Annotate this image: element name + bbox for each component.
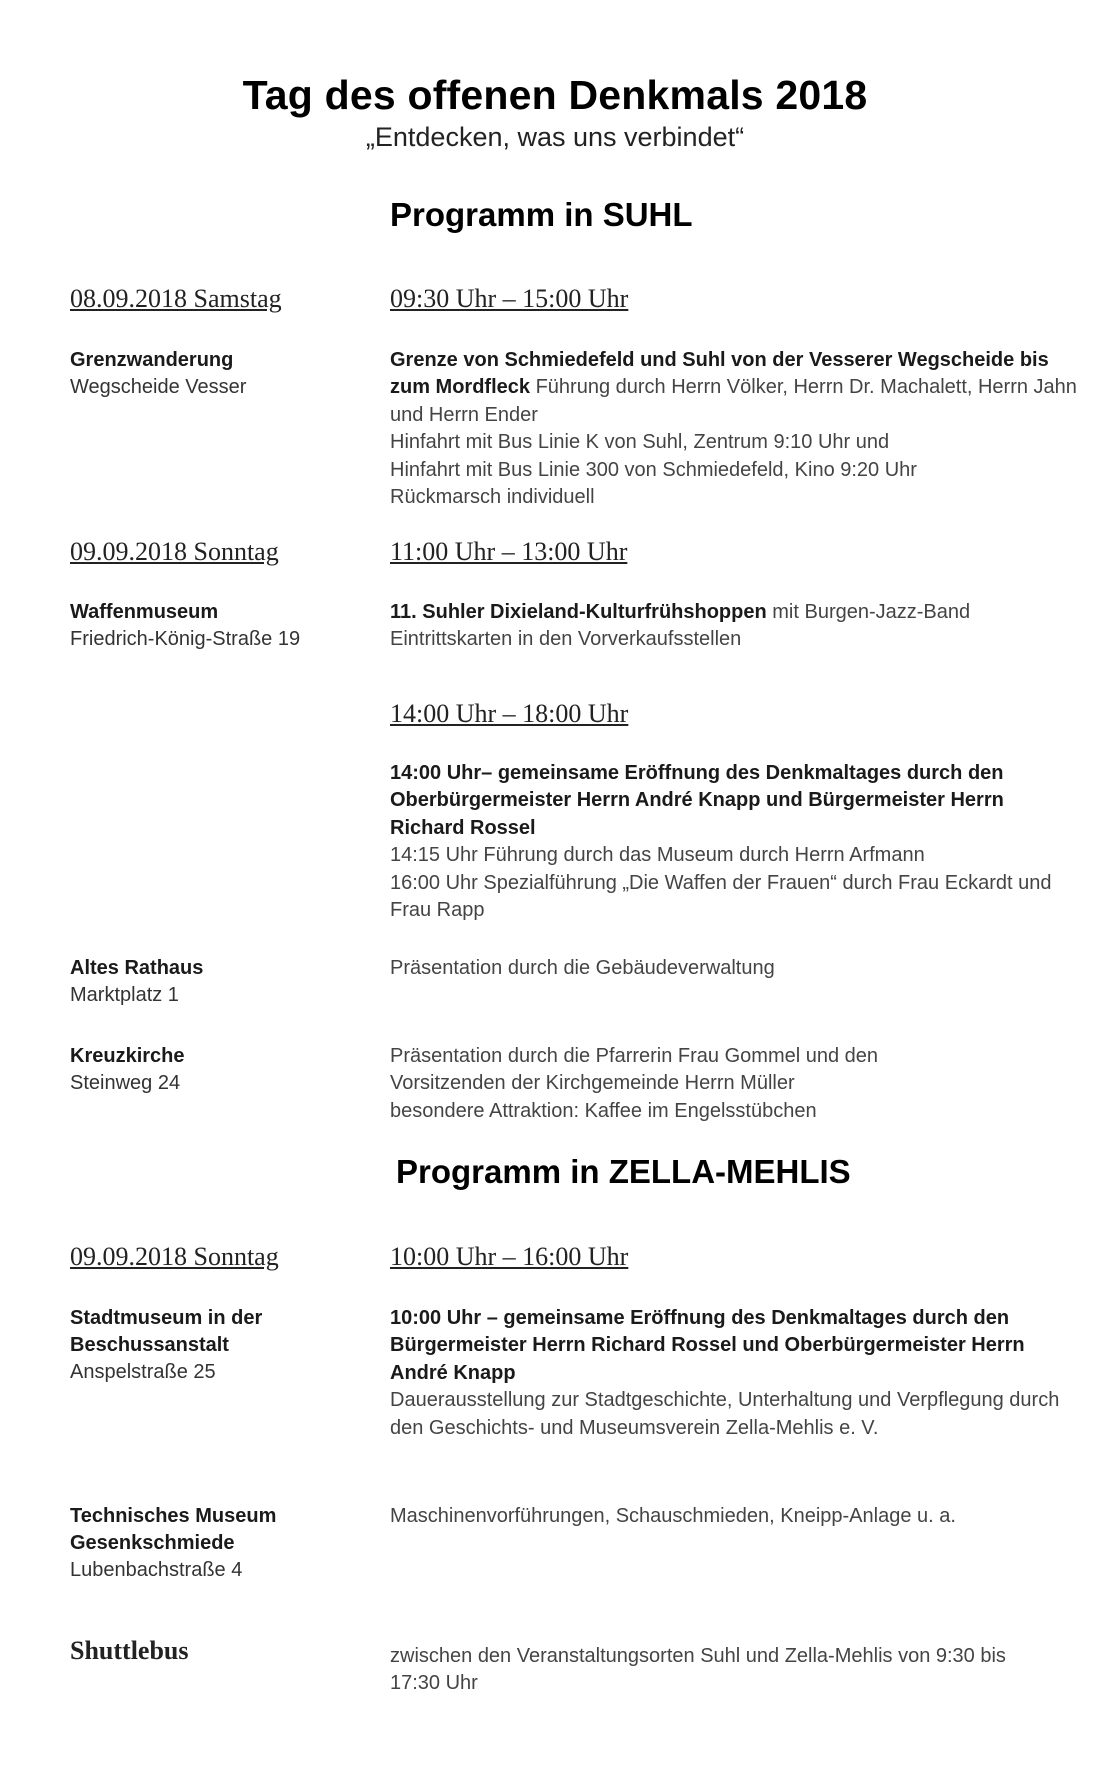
page-title: Tag des offenen Denkmals 2018: [242, 72, 868, 118]
section-heading-suhl: Programm in SUHL: [390, 196, 693, 233]
event-kreuzkirche: [390, 1043, 1090, 1125]
event-info-line: 14:15 Uhr Führung durch das Museum durch Herrn Arfmann: [390, 844, 925, 867]
page-subtitle: „Entdecken, was uns verbindet“: [365, 122, 745, 152]
event-dixieland: [390, 599, 1110, 654]
event-technisches-museum: Maschinenvorführungen, Schauschmieden, Kneipp-Anlage u. a.: [390, 1505, 956, 1527]
date-heading-saturday: 08.09.2018 Samstag: [70, 284, 282, 313]
venue-technisches-museum: [70, 1503, 340, 1584]
venue-name: Technisches Museum Gesenkschmiede: [70, 1505, 277, 1554]
shuttle-text: zwischen den Veranstaltungsorten Suhl und Zella-Mehlis von 9:30 bis 17:30 Uhr: [390, 1645, 1006, 1695]
venue-name: Grenzwanderung: [70, 349, 234, 371]
date-heading-sunday: 09.09.2018 Sonntag: [70, 537, 279, 566]
event-title: 11. Suhler Dixieland-Kulturfrühshoppen: [390, 601, 767, 623]
event-guides: Führung durch Herrn Völker, Herrn Dr. Machalett, Herrn Jahn und Herrn Ender: [390, 376, 1077, 426]
event-info-line: Rückmarsch individuell: [390, 486, 595, 509]
venue-address: Wegscheide Vesser: [70, 376, 247, 398]
venue-altes-rathaus: [70, 955, 360, 1009]
event-info-line: Hinfahrt mit Bus Linie K von Suhl, Zentrum 9:10 Uhr und: [390, 431, 890, 454]
event-title: Grenze von Schmiedefeld und Suhl von der Vesserer Wegscheide bis zum Mordfleck: [390, 349, 1049, 399]
time-heading-afternoon: 14:00 Uhr – 18:00 Uhr: [390, 699, 629, 728]
event-info-line: Dauerausstellung zur Stadtgeschichte, Unterhaltung und Verpflegung durch den Geschichts- und Museumsverein Zella-Mehlis e. V.: [390, 1389, 1060, 1439]
venue-grenzwanderung: [70, 347, 360, 401]
venue-name: Kreuzkirche: [70, 1045, 185, 1067]
venue-waffenmuseum: [70, 599, 360, 653]
event-rathaus: Präsentation durch die Gebäudeverwaltung: [390, 957, 775, 979]
section-heading-zella-mehlis: Programm in ZELLA-MEHLIS: [396, 1153, 851, 1190]
event-info-line: 16:00 Uhr Spezialführung „Die Waffen der Frauen“ durch Frau Eckardt und Frau Rapp: [390, 871, 1052, 922]
venue-address: Steinweg 24: [70, 1072, 181, 1094]
venue-name: Stadtmuseum in der Beschussanstalt: [70, 1307, 263, 1356]
date-heading-zella-sunday: 09.09.2018 Sonntag: [70, 1242, 279, 1271]
venue-stadtmuseum: [70, 1305, 340, 1386]
event-info-line: Vorsitzenden der Kirchgemeinde Herrn Müller: [390, 1072, 795, 1095]
event-grenzwanderung: [390, 347, 1090, 511]
venue-address: Marktplatz 1: [70, 984, 179, 1006]
venue-kreuzkirche: [70, 1043, 360, 1097]
event-info-line: Präsentation durch die Pfarrerin Frau Gommel und den: [390, 1045, 879, 1067]
event-opening-zella: [390, 1305, 1080, 1442]
venue-address: Anspelstraße 25: [70, 1361, 216, 1383]
time-heading-saturday: 09:30 Uhr – 15:00 Uhr: [390, 284, 629, 313]
time-heading-morning: 11:00 Uhr – 13:00 Uhr: [390, 537, 628, 566]
time-heading-zella: 10:00 Uhr – 16:00 Uhr: [390, 1242, 629, 1271]
venue-address: Lubenbachstraße 4: [70, 1559, 243, 1581]
shuttle-label: Shuttlebus: [70, 1636, 189, 1665]
venue-name: Waffenmuseum: [70, 601, 219, 623]
venue-address: Friedrich-König-Straße 19: [70, 628, 301, 650]
event-info-line: besondere Attraktion: Kaffee im Engelsstübchen: [390, 1099, 817, 1122]
event-band: mit Burgen-Jazz-Band: [766, 601, 971, 623]
event-title: 14:00 Uhr– gemeinsame Eröffnung des Denkmaltages durch den Oberbürgermeister Herrn André Knapp und Bürgermeister Herrn Richard Rossel: [390, 762, 1004, 839]
event-info-line: Eintrittskarten in den Vorverkaufsstellen: [390, 628, 742, 651]
event-info-line: Hinfahrt mit Bus Linie 300 von Schmiedefeld, Kino 9:20 Uhr: [390, 458, 917, 481]
event-title: 10:00 Uhr – gemeinsame Eröffnung des Denkmaltages durch den Bürgermeister Herrn Richard Rossel und Oberbürgermeister Herrn André Knapp: [390, 1307, 1025, 1384]
event-opening-suhl: [390, 760, 1070, 924]
venue-name: Altes Rathaus: [70, 957, 204, 979]
